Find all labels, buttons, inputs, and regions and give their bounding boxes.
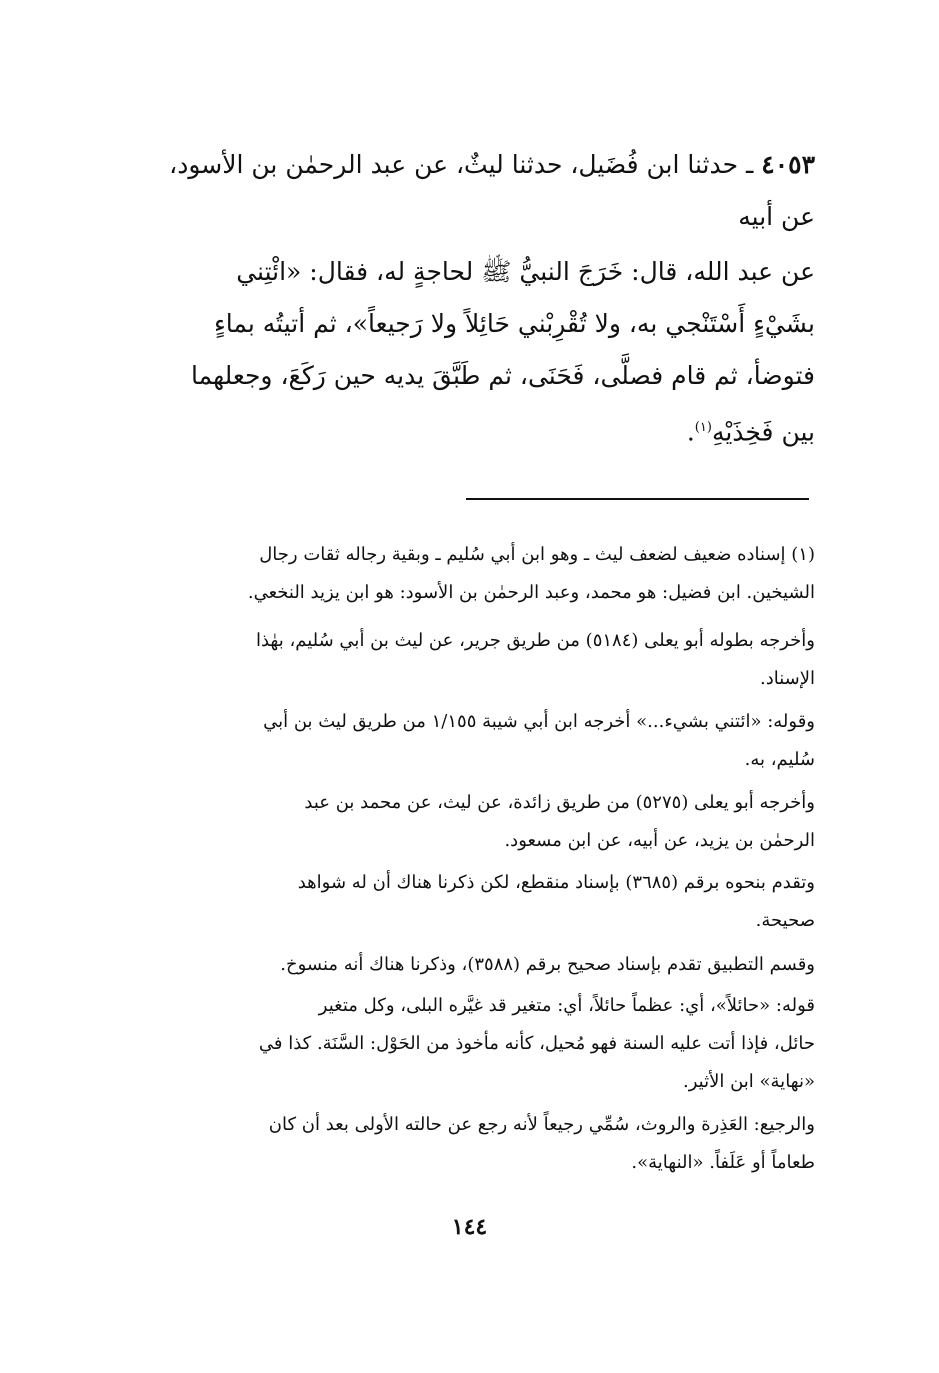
matn-line: بشَيْءٍ أَسْتَنْجي به، ولا تُقْرِبْني حَائِلاً ولا رَجيعاً»، ثم أتيتُه بماءٍ (214, 309, 815, 338)
matn-last-text: بين فَخِذَيْهِ (711, 417, 815, 447)
footnote-divider (466, 498, 809, 500)
hadith-number: ٤٠٥٣ (761, 150, 815, 179)
footnote-para-hail (110, 987, 815, 1101)
footnote-line: حائل، فإذا أتت عليه السنة فهو مُحيل، كأنه مأخوذ من الحَوْل: السَّنَة. كذا في (258, 1033, 815, 1054)
footnote-line: وأخرجه أبو يعلى (٥٢٧٥) من طريق زائدة، عن ليث، عن محمد بن عبد (304, 792, 815, 813)
matn-line (110, 402, 815, 454)
footnote-line: سُليم، به. (744, 749, 815, 770)
footnote-line: الإسناد. (759, 668, 815, 689)
matn-end: . (686, 417, 695, 447)
footnote-line: الرحمٰن بن يزيد، عن أبيه، عن ابن مسعود. (504, 830, 815, 851)
footnote-line: الشيخين. ابن فضيل: هو محمد، وعبد الرحمٰن بن الأسود: هو ابن يزيد النخعي. (247, 582, 815, 603)
footnote-line: (١) إسناده ضعيف لضعف ليث ـ وهو ابن أبي سُليم ـ وبقية رجاله ثقات رجال (259, 544, 815, 565)
footnote-para-3685 (110, 864, 815, 940)
footnote-para-ibn-abi-shayba (110, 703, 815, 779)
page-number: ١٤٤ (451, 1214, 488, 1240)
hadith-block (110, 139, 815, 243)
footnote-1-block (110, 536, 815, 612)
footnote-para-tatbiq (110, 946, 815, 984)
footnote-line: والرجيع: العَذِرة والروث، سُمِّي رجيعاً لأنه رجع عن حالته الأولى بعد أن كان (268, 1114, 815, 1135)
matn-line: فتوضأ، ثم قام فصلَّى، فَحَنَى، ثم طَبَّقَ يديه حين رَكَعَ، وجعلهما (191, 361, 815, 390)
footnote-marker: (١) (694, 420, 712, 435)
footnote-line: وأخرجه بطوله أبو يعلى (٥١٨٤) من طريق جرير، عن ليث بن أبي سُليم، بهٰذا (255, 630, 815, 651)
footnote-para-rajee (110, 1106, 815, 1182)
footnote-line: وقسم التطبيق تقدم بإسناد صحيح برقم (٣٥٨٨)، وذكرنا هناك أنه منسوخ. (280, 954, 815, 975)
footnote-line: قوله: «حائلاً»، أي: عظماً حائلاً، أي: متغير قد غيَّره البلى، وكل متغير (318, 995, 815, 1016)
footnote-line: صحيحة. (755, 910, 815, 931)
footnote-para-zaida (110, 784, 815, 860)
footnote-para-abu-yala (110, 622, 815, 698)
footnote-line: وتقدم بنحوه برقم (٣٦٨٥) بإسناد منقطع، لكن ذكرنا هناك أن له شواهد (297, 872, 815, 893)
matn-block (110, 246, 815, 454)
footnote-line: طعاماً أو عَلَفاً. «النهاية». (631, 1152, 815, 1173)
isnad-text: ـ حدثنا ابن فُضَيل، حدثنا ليثٌ، عن عبد الرحمٰن بن الأسود، (169, 150, 754, 179)
footnote-line: «نهاية» ابن الأثير. (683, 1071, 815, 1092)
footnote-line: وقوله: «ائتني بشيء...» أخرجه ابن أبي شيبة ١/١٥٥ من طريق ليث بن أبي (263, 711, 815, 732)
matn-line: عن عبد الله، قال: خَرَجَ النبيُّ ﷺ لحاجةٍ له، فقال: «ائْتِني (236, 257, 815, 286)
isnad-line: عن أبيه (738, 202, 815, 231)
isnad-line (110, 139, 815, 191)
